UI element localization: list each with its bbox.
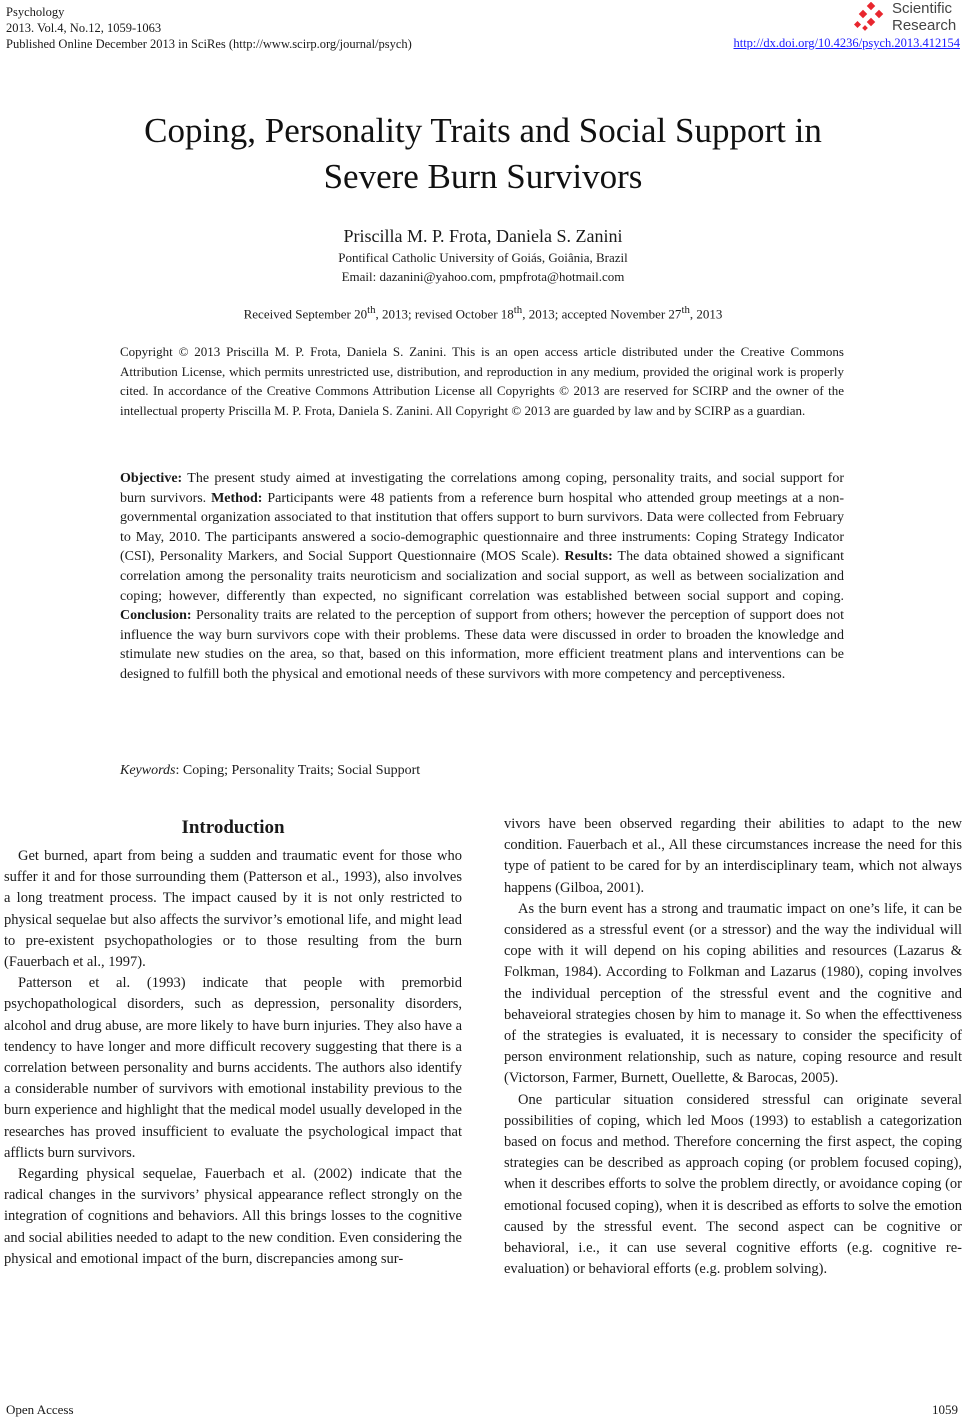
ordinal-suffix: th xyxy=(513,304,523,316)
title-line-2: Severe Burn Survivors xyxy=(323,157,643,196)
paragraph: Regarding physical sequelae, Fauerbach et al. (2002) indicate that the radical changes in the survivors’ physical appearance reflect strongly on the integration of cognitions and behaviors. All this brings losses to the cognitive and social abilities needed to adapt to the new condition. Even considering the physical and emotional impact of the burn, discrepancies among sur- xyxy=(4,1166,462,1267)
section-heading: Introduction xyxy=(181,817,285,838)
keywords xyxy=(120,763,844,779)
conclusion-text: Personality traits are related to the perception of support from others; however the perception of support does not influence the way burn survivors cope with their problems. These data were discussed in order to broaden the knowledge and stimulate new studies on the area, so that, based on this information, more efficient treatment plans and interventions can be designed to fulfill both the physical and emotional needs of these survivors with more competency and perceptiveness. xyxy=(120,608,844,682)
published-info: Published Online December 2013 in SciRes (http://www.scirp.org/journal/psych) xyxy=(6,37,412,51)
method-text: Participants were 48 patients from a reference burn hospital who attended group meetings at a non-governmental organization associated to that institution that offers support to burn survivors. Data were collected from February to May, 2010. The participants answered a socio-demographic questionnaire and three instruments: Coping Strategy Indicator (CSI), Personality Markers, and Social Support Questionnaire (MOS Scale). xyxy=(120,490,844,565)
publisher-logo-icon xyxy=(854,2,888,36)
method-label: Method: xyxy=(211,490,263,506)
paragraph: Patterson et al. (1993) indicate that people with premorbid psychopathological disorders, such as depression, personality disorders, alcohol and drug abuse, are more likely to have burn injuries. They also have a tendency to have longer and more difficult recovery suggesting that there is a correlation between personality and burns accidents. The authors also identify a considerable number of survivors with emotional instability previous to the burn experience and highlight that the medical model usually developed in the researches has proved insufficient to evaluate the psychological impact that afflicts burn survivors. xyxy=(4,975,462,1161)
abstract xyxy=(120,469,844,685)
results-text: The data obtained showed a significant correlation among the personality traits neuroticism and socialization and social support, as well as between socialization and coping; however, differently than expected, no significant correlation was established between social support and coping. xyxy=(120,549,844,604)
article-title xyxy=(0,108,966,200)
authors: Priscilla M. P. Frota, Daniela S. Zanini xyxy=(343,226,623,246)
ordinal-suffix: th xyxy=(681,304,690,316)
ordinal-suffix: th xyxy=(367,304,376,316)
paragraph: vivors have been observed regarding their abilities to adapt to the new condition. Fauerbach et al., All these circumstances increase the need for this type of patient to be cared for by an interdisciplinary team, which not always happens (Gilboa, 2001). xyxy=(504,816,962,896)
right-column xyxy=(504,814,962,1280)
keywords-text: : Coping; Personality Traits; Social Support xyxy=(175,763,421,778)
running-header xyxy=(6,4,412,52)
year-text: , 2013 xyxy=(689,306,723,322)
logo-text-2: Research xyxy=(892,17,957,34)
footer-open-access: Open Access xyxy=(6,1402,74,1417)
revised-text: , 2013; revised October 18 xyxy=(375,306,514,322)
paragraph: Get burned, apart from being a sudden and traumatic event for those who suffer it and for those surrounding them (Patterson et al., 1993), also involves a long treatment process. The impact caused by it is not only restricted to physical sequelae but also affects the survivor’s emotional life, and might lead to pre-existent psychopathologies or to those resulting from the burn (Fauerbach et al., 1997). xyxy=(4,848,462,971)
title-line-1: Coping, Personality Traits and Social Support in xyxy=(144,111,822,150)
page-number: 1059 xyxy=(932,1402,958,1417)
received-dates xyxy=(0,304,966,322)
received-text: Received September 20 xyxy=(243,306,368,322)
results-label: Results: xyxy=(564,549,613,565)
keywords-label: Keywords xyxy=(120,763,176,778)
conclusion-label: Conclusion: xyxy=(120,608,192,624)
paragraph: One particular situation considered stressful can originate several possibilities of coping, which led Moos (1993) to establish a categorization based on focus and method. Therefore concerning the first aspect, the coping strategies can be described as approach coping (or problem focused coping), when it describes efforts to solve the problem directly, or avoidance coping (or emotional focused coping), when it is described as efforts to solve the emotion caused by the stressful event. The second aspect can be cognitive or behavioral, i.e., it can use several cognitive efforts (e.g. cognitive re-evaluation) or behavioral efforts (e.g. problem solving). xyxy=(504,1091,962,1278)
copyright-notice: Copyright © 2013 Priscilla M. P. Frota, Daniela S. Zanini. This is an open access article distributed under the Creative Commons Attribution License, which permits unrestricted use, distribution, and reproduction in any medium, provided the original work is properly cited. In accordance of the Creative Commons Attribution License all Copyrights © 2013 are reserved for SCIRP and the owner of the intellectual property Priscilla M. P. Frota, Daniela S. Zanini. All Copyright © 2013 are guarded by law and by SCIRP as a guardian. xyxy=(120,344,844,418)
objective-label: Objective: xyxy=(120,471,183,486)
accepted-text: , 2013; accepted November 27 xyxy=(522,306,682,322)
affiliation: Pontifical Catholic University of Goiás, Goiânia, Brazil xyxy=(338,250,628,265)
doi-line xyxy=(733,36,960,51)
volume-info: 2013. Vol.4, No.12, 1059-1063 xyxy=(6,21,162,35)
publisher-logo xyxy=(854,0,958,38)
left-column xyxy=(4,814,462,1270)
logo-text-1: Scientific xyxy=(892,0,953,17)
journal-name: Psychology xyxy=(6,5,65,19)
email-line: Email: dazanini@yahoo.com, pmpfrota@hotmail.com xyxy=(341,269,625,284)
objective-text: The present study aimed at investigating the correlations among coping, personality traits, and social support for burn survivors. xyxy=(120,471,844,506)
doi-link[interactable]: http://dx.doi.org/10.4236/psych.2013.412154 xyxy=(733,36,960,50)
paragraph: As the burn event has a strong and traumatic impact on one’s life, it can be considered as a stressful event (or a stressor) and the way the individual will cope with it will depend on his coping abilities and resources (Lazarus & Folkman, 1984). According to Folkman and Lazarus (1980), coping involves the individual perception of the stressful event and the cognitive and behaveioral strategies chosen by him to manage it. So when the effecttiveness of the strategies is evaluated, it is necessary to consider the specificity of person environment relationship, such as nature, coping resource and result (Victorson, Farmer, Burnett, Ouellette, & Barocas, 2005). xyxy=(504,900,962,1087)
